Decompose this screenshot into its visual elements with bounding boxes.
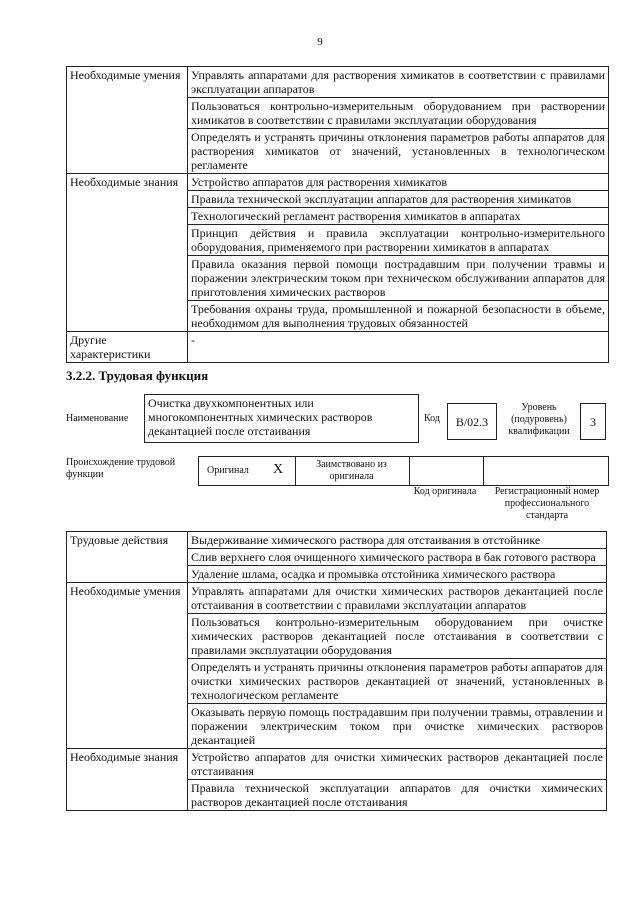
divider: [409, 457, 410, 485]
row-item: Правила технической эксплуатации аппаратов для растворения химикатов: [188, 191, 609, 208]
name-label: Наименование: [66, 413, 129, 424]
row-item: Устройство аппаратов для растворения химикатов: [188, 174, 609, 191]
row-item: Правила оказания первой помощи пострадавшим при получении травмы и поражении электрическим током при техническом обслуживании аппаратов для приготовления химических растворов: [188, 256, 609, 301]
row-item: Управлять аппаратами для растворения химикатов в соответствии с правилами эксплуатации аппаратов: [188, 67, 609, 98]
row-label: Необходимые знания: [67, 749, 188, 811]
row-item: Определять и устранять причины отклонения параметров работы аппаратов для растворения химикатов от значений, установленных в технологическом регламенте: [188, 129, 609, 174]
divider: [483, 457, 484, 485]
origin-label: Происхождение трудовой функции: [66, 457, 176, 480]
row-item: Выдерживание химического раствора для отстаивания в отстойнике: [188, 532, 607, 549]
row-item: Требования охраны труда, промышленной и пожарной безопасности в объеме, необходимом для выполнения трудовых обязанностей: [188, 301, 609, 332]
row-label: Необходимые умения: [67, 583, 188, 749]
borrowed-label: Заимствовано из оригинала: [316, 459, 387, 482]
table-row: [67, 332, 609, 363]
qualification-level: 3: [580, 403, 606, 440]
row-item: Оказывать первую помощь пострадавшим при получении травмы, отравлении и поражении электрическим током при очистке химических растворов декантацией: [188, 704, 607, 749]
row-label: Другие характеристики: [67, 332, 188, 363]
original-label: Оригинал: [207, 465, 249, 476]
level-label: Уровень (подуровень) квалификации: [508, 402, 570, 437]
row-item: Управлять аппаратами для очистки химических растворов декантацией после отстаивания в соответствии с правилами эксплуатации аппаратов: [188, 583, 607, 614]
table-row: [67, 583, 607, 614]
code-label: Код: [424, 413, 440, 424]
row-item: Определять и устранять причины отклонения параметров работы аппаратов для очистки химических растворов декантацией от значений, установленных в технологическом регламенте: [188, 659, 607, 704]
page-number: 9: [317, 36, 323, 48]
row-item: Пользоваться контрольно-измерительным оборудованием при очистке химических растворов декантацией после отстаивания в соответствии с правилами эксплуатации оборудования: [188, 614, 607, 659]
row-item: Правила технической эксплуатации аппаратов для очистки химических растворов декантацией после отстаивания: [188, 780, 607, 811]
row-item: Слив верхнего слоя очищенного химического раствора в бак готового раствора: [188, 549, 607, 566]
row-item: Технологический регламент растворения химикатов в аппаратах: [188, 208, 609, 225]
row-item: Устройство аппаратов для очистки химических растворов декантацией после отстаивания: [188, 749, 607, 780]
table-row: [67, 67, 609, 98]
origin-row: [198, 456, 609, 486]
labor-function-table: [66, 531, 607, 811]
row-label: Необходимые умения: [67, 67, 188, 174]
reg-caption: Регистрационный номер профессионального стандарта: [494, 486, 600, 521]
skills-knowledge-table: [66, 66, 609, 363]
table-row: [67, 532, 607, 549]
row-item: Пользоваться контрольно-измерительным оборудованием при растворении химикатов в соответствии с правилами эксплуатации оборудования: [188, 98, 609, 129]
code-caption: Код оригинала: [413, 486, 477, 497]
table-row: [67, 174, 609, 191]
divider: [295, 457, 296, 485]
function-name: Очистка двухкомпонентных или многокомпонентных химических растворов декантацией после отстаивания: [144, 394, 419, 443]
row-label: Трудовые действия: [67, 532, 188, 583]
table-row: [67, 749, 607, 780]
row-item: -: [188, 332, 609, 363]
row-item: Удаление шлама, осадка и промывка отстойника химического раствора: [188, 566, 607, 583]
original-mark: X: [273, 462, 284, 477]
function-code: B/02.3: [447, 403, 497, 440]
row-item: Принцип действия и правила эксплуатации контрольно-измерительного оборудования, применяемого при растворении химикатов в аппаратах: [188, 225, 609, 256]
section-heading: 3.2.2. Трудовая функция: [66, 368, 209, 383]
row-label: Необходимые знания: [67, 174, 188, 332]
